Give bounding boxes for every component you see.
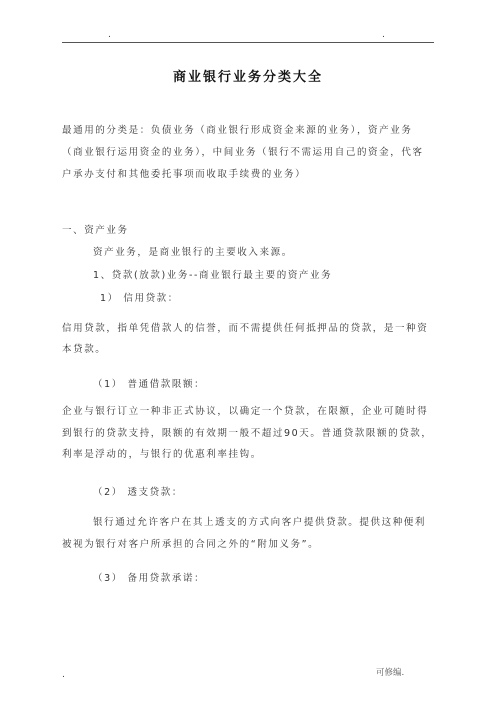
section-description: 资产业务，是商业银行的主要收入来源。	[93, 247, 293, 258]
item-heading-loans: 1、贷款(放款)业务--商业银行最主要的资产业务	[93, 270, 333, 281]
footer-left-mark: .	[62, 670, 65, 680]
header-rule	[62, 42, 434, 43]
general-limit-description: 企业与银行订立一种非正式协议，以确定一个贷款，在限额，企业可随时得到银行的贷款支持，限额的有效期一般不超过90天。普通贷款限额的贷款，利率是浮动的，与银行的优惠利率挂钩。	[62, 406, 433, 460]
type-heading-standby-commitment: （3） 备用贷款承诺：	[93, 573, 206, 584]
header-left-mark: .	[108, 30, 111, 40]
subitem-heading-credit-loan: 1） 信用贷款：	[100, 293, 179, 304]
type-heading-overdraft: （2） 透支贷款：	[93, 487, 183, 498]
section-heading: 一、资产业务	[62, 225, 129, 236]
overdraft-description: 银行通过允许客户在其上透支的方式向客户提供贷款。提供这种便利被视为银行对客户所承担的合同之外的“附加义务”。	[62, 517, 427, 550]
type-heading-general-limit: （1） 普通借款限额：	[93, 379, 206, 390]
intro-paragraph: 最通用的分类是：负债业务（商业银行形成资金来源的业务），资产业务（商业银行运用资金的业务），中间业务（银行不需运用自己的资金，代客户承办支付和其他委托事项而收取手续费的业务）	[62, 125, 424, 180]
header-right-mark: .	[382, 30, 385, 40]
footer-editable-note: 可修编.	[376, 668, 405, 678]
credit-loan-description: 信用贷款，指单凭借款人的信誉，而不需提供任何抵押品的贷款，是一种资本贷款。	[62, 323, 429, 355]
page-title: 商业银行业务分类大全	[172, 70, 323, 85]
